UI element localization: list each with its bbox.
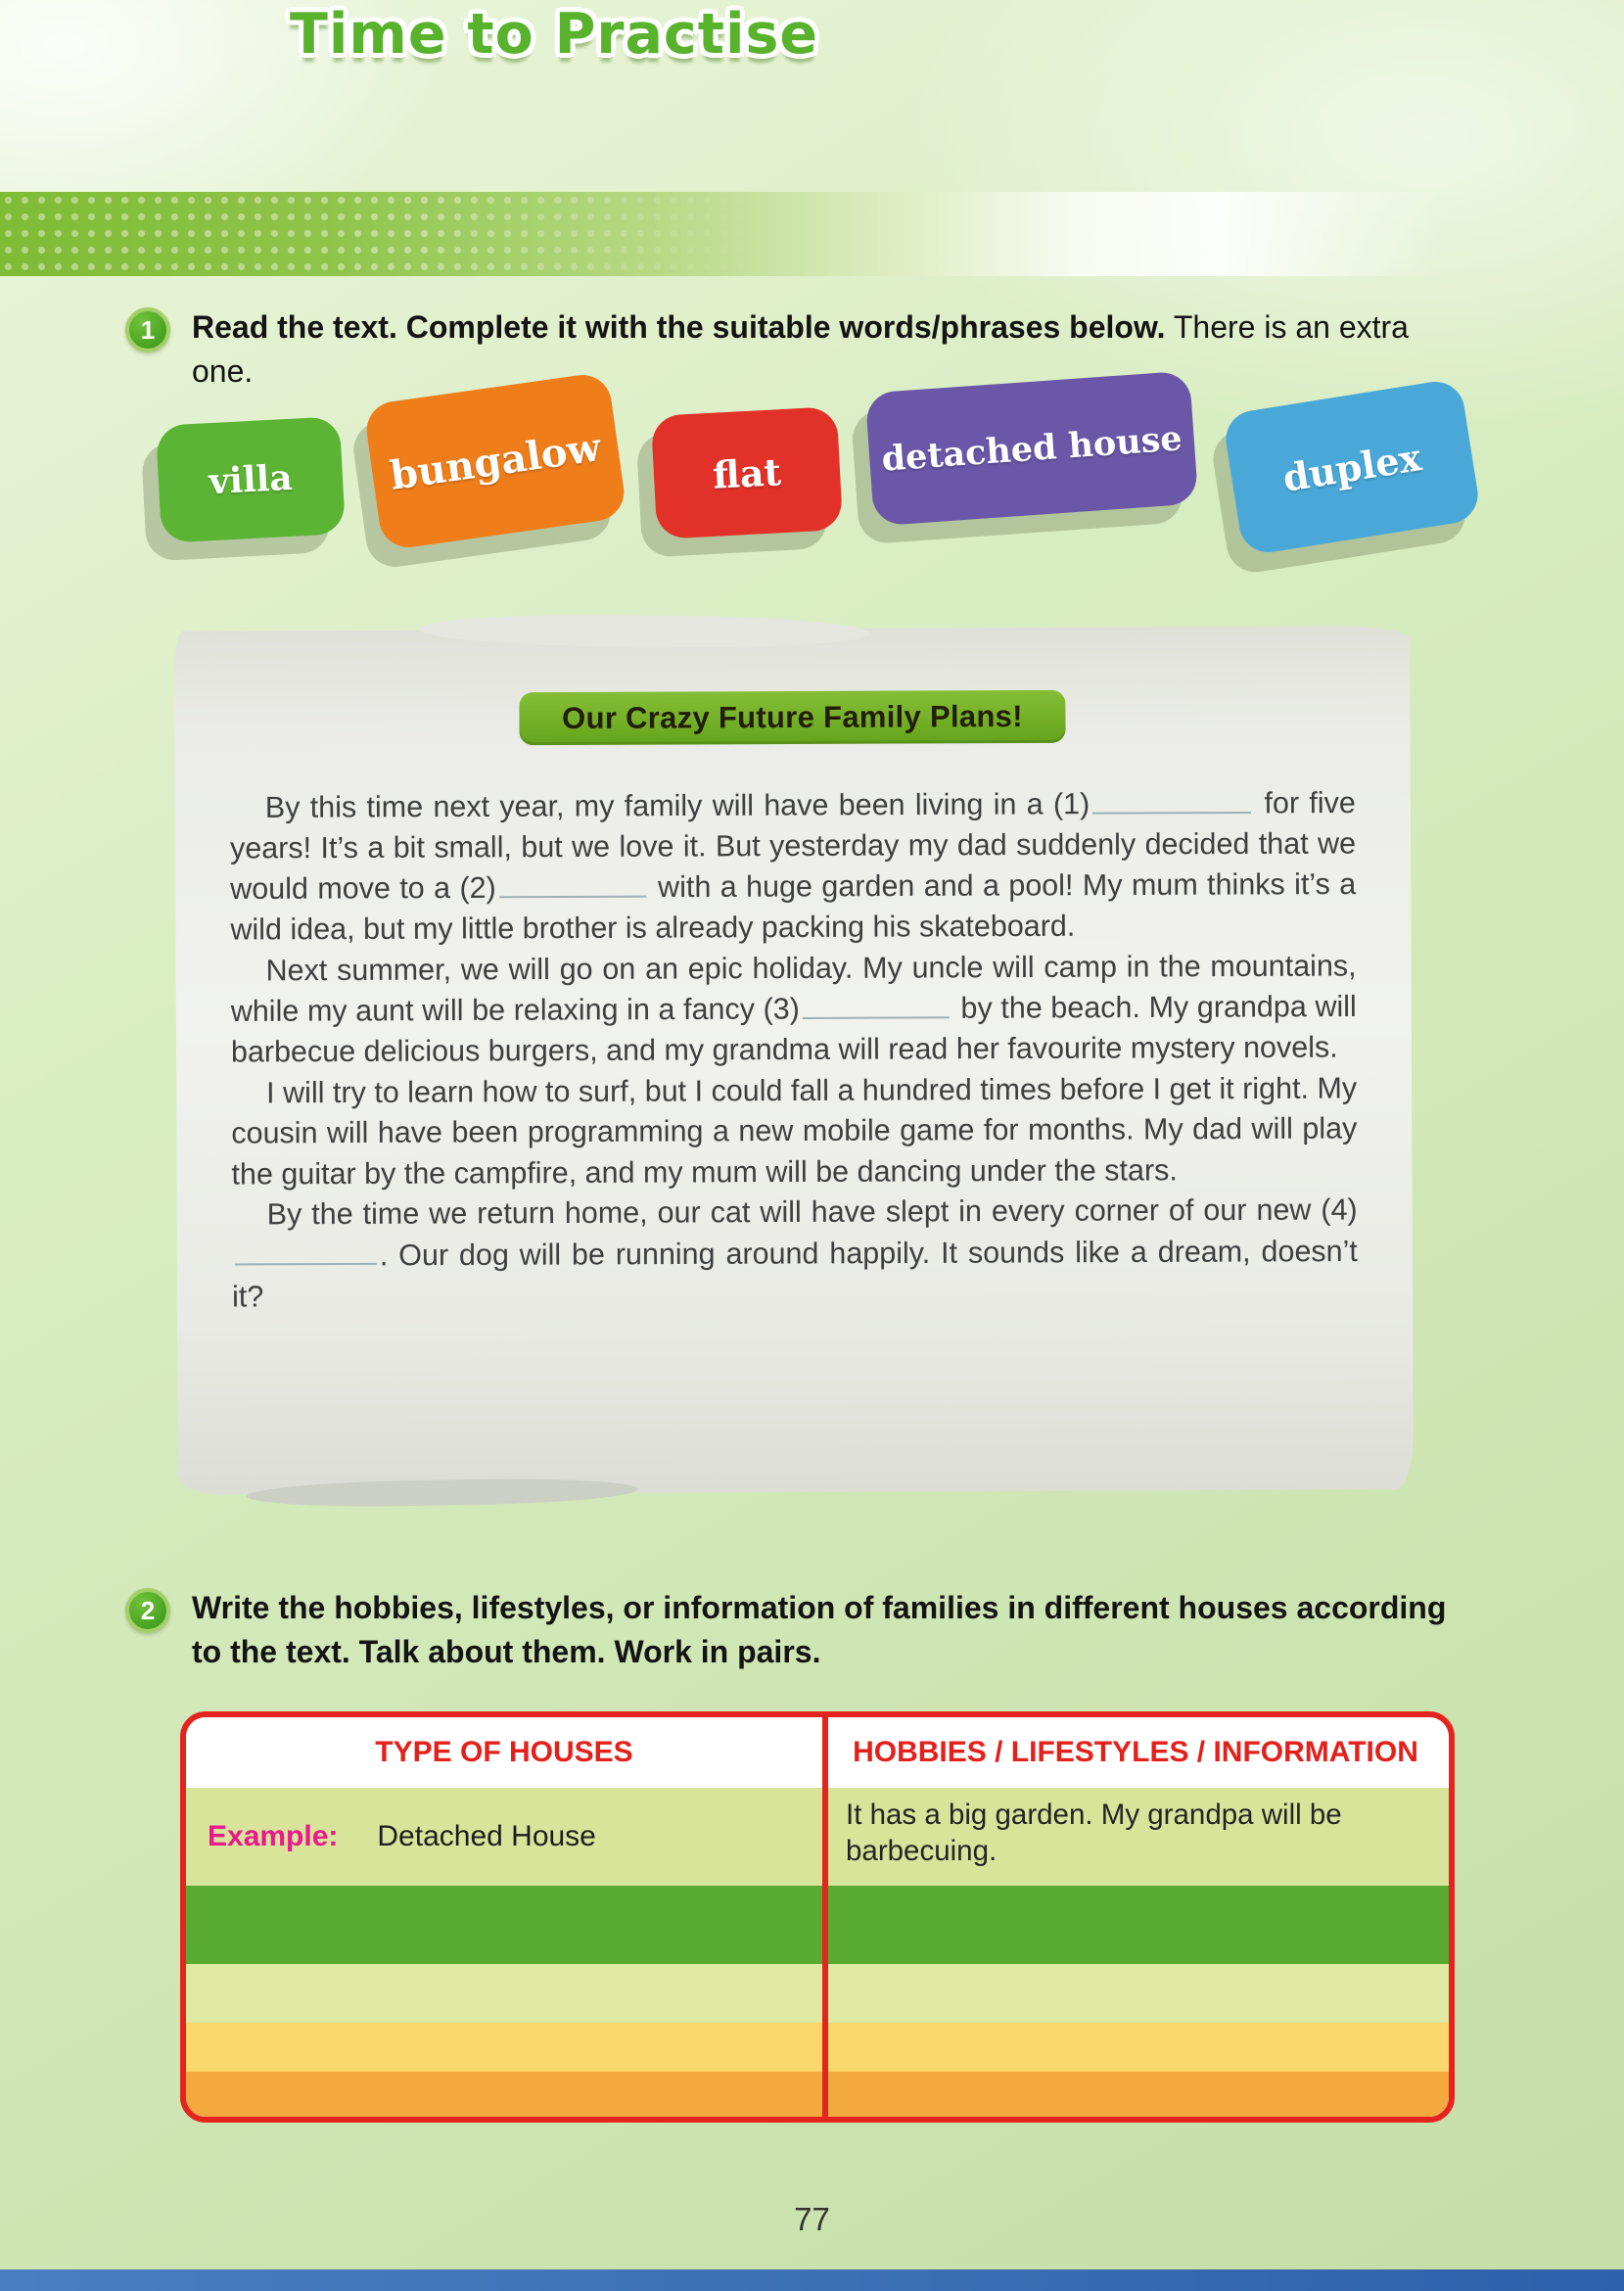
blank-4[interactable] bbox=[235, 1236, 377, 1266]
passage-segment: with a huge garden and a pool! My mum thinks it’s a wild idea, but my little brother is already packing his skateboard. bbox=[230, 867, 1357, 947]
word-card-villa[interactable] bbox=[156, 416, 346, 543]
table-input-cell-type-3[interactable] bbox=[186, 2023, 822, 2072]
passage-segment: by the beach. My grandpa will barbecue delicious burgers, and my grandma will read her favourite mystery novels. bbox=[230, 990, 1357, 1069]
passage-paragraph-1 bbox=[230, 782, 1357, 951]
table-example-info-cell: It has a big garden. My grandpa will be barbecuing. bbox=[846, 1799, 1342, 1867]
dots-pattern bbox=[0, 192, 764, 276]
example-label: Example: bbox=[208, 1820, 339, 1852]
word-card-label: flat bbox=[711, 448, 783, 497]
table-example-row bbox=[186, 1788, 1449, 1886]
passage-segment: By this time next year, my family will have been living in a (1) bbox=[264, 787, 1090, 824]
exercise-2-instruction: Write the hobbies, lifestyles, or information of families in different houses according to the text. Talk about them. Work in pairs. bbox=[192, 1590, 1447, 1670]
blank-3[interactable] bbox=[803, 989, 950, 1019]
exercise-2 bbox=[125, 1586, 1466, 1675]
example-house-type: Detached House bbox=[377, 1820, 596, 1852]
word-card-label: bungalow bbox=[387, 423, 604, 499]
table-empty-row-1 bbox=[186, 1886, 1449, 1964]
page-title: Time to Practise bbox=[290, 2, 819, 67]
passage-text bbox=[230, 782, 1358, 1317]
word-card-flat[interactable] bbox=[651, 406, 843, 539]
table-example-type-cell bbox=[186, 1788, 822, 1886]
passage-segment: for five years! It’s a bit small, but we love it. But yesterday my dad suddenly decided that we would move to a (2) bbox=[229, 785, 1357, 907]
passage-paragraph-4 bbox=[232, 1191, 1359, 1318]
word-card-label: detached house bbox=[880, 417, 1183, 480]
passage-segment: Next summer, we will go on an epic holiday. My uncle will camp in the mountains, while my aunt will be relaxing in a fancy (3) bbox=[230, 949, 1357, 1029]
table-column-divider bbox=[822, 1717, 828, 2117]
word-card-bungalow[interactable] bbox=[363, 371, 627, 551]
table-input-cell-info-4[interactable] bbox=[822, 2072, 1449, 2117]
table-input-cell-info-1[interactable] bbox=[822, 1886, 1449, 1964]
table-empty-row-3 bbox=[186, 2023, 1449, 2072]
word-card-detached-house[interactable] bbox=[865, 371, 1199, 527]
houses-table bbox=[180, 1711, 1455, 2123]
exercise-1-instruction bbox=[192, 305, 1440, 395]
passage-segment: By the time we return home, our cat will have slept in every corner of our new (4) bbox=[266, 1192, 1358, 1232]
word-card-label: villa bbox=[208, 456, 294, 503]
passage-paragraph-3: I will try to learn how to surf, but I could fall a hundred times before I get it right. My cousin will have been programming a new mobile game for months. My dad will play the guitar by the campfire, and my mum will be dancing under the stars. bbox=[231, 1071, 1358, 1192]
table-header-type: TYPE OF HOUSES bbox=[375, 1736, 633, 1768]
table-input-cell-info-3[interactable] bbox=[822, 2023, 1449, 2072]
exercise-1-instruction-normal: There is an extra one. bbox=[192, 309, 1409, 390]
page-number: 77 bbox=[794, 2201, 830, 2237]
table-empty-row-2 bbox=[186, 1964, 1449, 2023]
exercise-1-number-badge: 1 bbox=[125, 307, 170, 352]
section-header-strip bbox=[0, 192, 1488, 276]
exercise-2-number-badge: 2 bbox=[125, 1588, 170, 1633]
table-input-cell-info-2[interactable] bbox=[822, 1964, 1449, 2023]
table-header-row bbox=[186, 1717, 1449, 1788]
passage-paragraph-2 bbox=[231, 946, 1358, 1073]
bottom-edge-bar bbox=[0, 2269, 1624, 2291]
word-card-label: duplex bbox=[1279, 434, 1424, 500]
table-header-info: HOBBIES / LIFESTYLES / INFORMATION bbox=[853, 1736, 1418, 1768]
blank-1[interactable] bbox=[1092, 783, 1251, 814]
passage-segment: . Our dog will be running around happily. It sounds like a dream, doesn’t it? bbox=[231, 1234, 1358, 1314]
passage-title-banner: Our Crazy Future Family Plans! bbox=[519, 690, 1066, 745]
table-input-cell-type-4[interactable] bbox=[186, 2072, 822, 2117]
exercise-1 bbox=[125, 305, 1447, 395]
table-input-cell-type-1[interactable] bbox=[186, 1886, 822, 1964]
blank-2[interactable] bbox=[499, 867, 646, 898]
exercise-1-instruction-bold: Read the text. Complete it with the suitable words/phrases below. bbox=[192, 309, 1166, 345]
table-input-cell-type-2[interactable] bbox=[186, 1964, 822, 2023]
reading-passage-paper bbox=[174, 626, 1414, 1494]
word-card-duplex[interactable] bbox=[1222, 378, 1482, 557]
table-empty-row-4 bbox=[186, 2072, 1449, 2117]
